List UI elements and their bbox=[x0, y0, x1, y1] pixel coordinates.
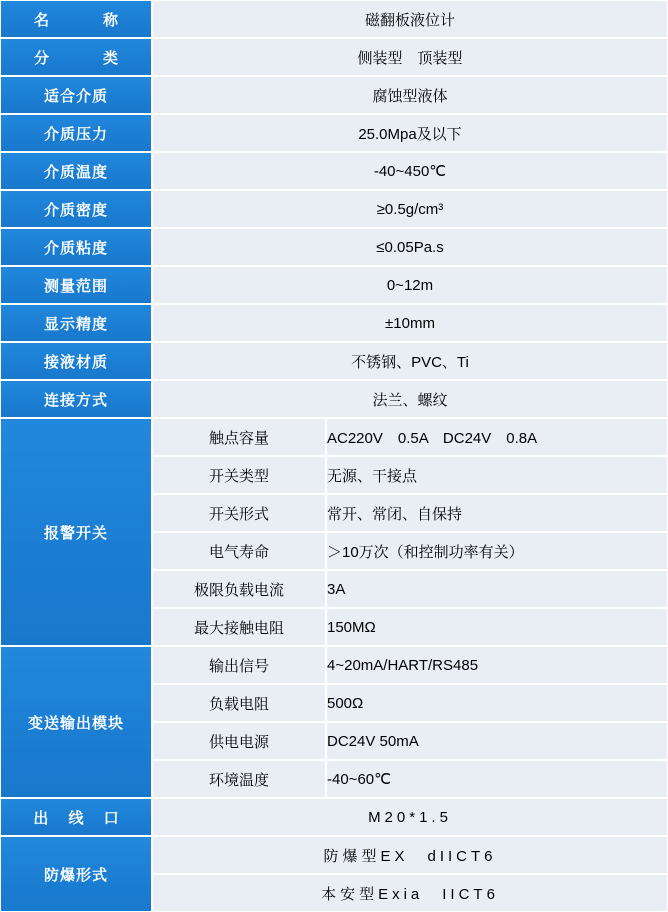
transmitter-load-resistance-value: 500Ω bbox=[326, 684, 668, 722]
table-row bbox=[0, 798, 668, 836]
alarm-contact-capacity-value: AC220V 0.5A DC24V 0.8A bbox=[326, 418, 668, 456]
explosion-proof-type-2: 本安型Exia IICT6 bbox=[152, 874, 668, 912]
alarm-switch-type-value: 无源、干接点 bbox=[326, 456, 668, 494]
alarm-electrical-life-value: ＞10万次（和控制功率有关） bbox=[326, 532, 668, 570]
row-value-outlet: M20*1.5 bbox=[152, 798, 668, 836]
transmitter-output-signal-value: 4~20mA/HART/RS485 bbox=[326, 646, 668, 684]
group-content-transmitter-module bbox=[152, 646, 668, 798]
transmitter-ambient-temperature-value: -40~60℃ bbox=[326, 760, 668, 798]
list-item bbox=[152, 608, 668, 646]
row-label-range: 测量范围 bbox=[0, 266, 152, 304]
row-value-connection: 法兰、螺纹 bbox=[152, 380, 668, 418]
row-value-viscosity: ≤0.05Pa.s bbox=[152, 228, 668, 266]
row-value-range: 0~12m bbox=[152, 266, 668, 304]
row-label-material: 接液材质 bbox=[0, 342, 152, 380]
alarm-switch-subtable bbox=[152, 418, 668, 646]
row-value-pressure: 25.0Mpa及以下 bbox=[152, 114, 668, 152]
row-value-density: ≥0.5g/cm³ bbox=[152, 190, 668, 228]
group-label-alarm-switch: 报警开关 bbox=[0, 418, 152, 646]
transmitter-output-signal-label: 输出信号 bbox=[152, 646, 326, 684]
table-row bbox=[0, 152, 668, 190]
row-value-temperature: -40~450℃ bbox=[152, 152, 668, 190]
alarm-max-load-current-label: 极限负载电流 bbox=[152, 570, 326, 608]
group-content-alarm-switch bbox=[152, 418, 668, 646]
list-item bbox=[152, 874, 668, 912]
alarm-switch-type-label: 开关类型 bbox=[152, 456, 326, 494]
group-label-explosion-proof: 防爆形式 bbox=[0, 836, 152, 912]
row-label-connection: 连接方式 bbox=[0, 380, 152, 418]
alarm-switch-form-value: 常开、常闭、自保持 bbox=[326, 494, 668, 532]
alarm-contact-capacity-label: 触点容量 bbox=[152, 418, 326, 456]
list-item bbox=[152, 646, 668, 684]
table-row bbox=[0, 342, 668, 380]
list-item bbox=[152, 684, 668, 722]
alarm-max-contact-resistance-label: 最大接触电阻 bbox=[152, 608, 326, 646]
transmitter-power-supply-value: DC24V 50mA bbox=[326, 722, 668, 760]
row-value-accuracy: ±10mm bbox=[152, 304, 668, 342]
row-value-name: 磁翻板液位计 bbox=[152, 0, 668, 38]
row-label-name: 名 称 bbox=[0, 0, 152, 38]
list-item bbox=[152, 418, 668, 456]
table-row bbox=[0, 380, 668, 418]
table-row bbox=[0, 0, 668, 38]
alarm-max-contact-resistance-value: 150MΩ bbox=[326, 608, 668, 646]
table-row-group-explosion-proof bbox=[0, 836, 668, 912]
alarm-max-load-current-value: 3A bbox=[326, 570, 668, 608]
table-row bbox=[0, 76, 668, 114]
row-label-medium: 适合介质 bbox=[0, 76, 152, 114]
row-label-outlet: 出 线 口 bbox=[0, 798, 152, 836]
table-row-group-transmitter bbox=[0, 646, 668, 798]
table-row bbox=[0, 190, 668, 228]
list-item bbox=[152, 494, 668, 532]
list-item bbox=[152, 722, 668, 760]
table-row bbox=[0, 304, 668, 342]
row-label-viscosity: 介质粘度 bbox=[0, 228, 152, 266]
row-label-temperature: 介质温度 bbox=[0, 152, 152, 190]
row-label-accuracy: 显示精度 bbox=[0, 304, 152, 342]
list-item bbox=[152, 836, 668, 874]
transmitter-ambient-temperature-label: 环境温度 bbox=[152, 760, 326, 798]
list-item bbox=[152, 570, 668, 608]
transmitter-load-resistance-label: 负载电阻 bbox=[152, 684, 326, 722]
table-row bbox=[0, 228, 668, 266]
row-label-category: 分 类 bbox=[0, 38, 152, 76]
table-row bbox=[0, 266, 668, 304]
table-row bbox=[0, 38, 668, 76]
list-item bbox=[152, 456, 668, 494]
transmitter-subtable bbox=[152, 646, 668, 798]
table-row-group-alarm-switch bbox=[0, 418, 668, 646]
explosion-proof-type-1: 防爆型EX dIICT6 bbox=[152, 836, 668, 874]
explosion-proof-subtable bbox=[152, 836, 668, 912]
alarm-electrical-life-label: 电气寿命 bbox=[152, 532, 326, 570]
row-value-material: 不锈钢、PVC、Ti bbox=[152, 342, 668, 380]
row-label-pressure: 介质压力 bbox=[0, 114, 152, 152]
row-label-density: 介质密度 bbox=[0, 190, 152, 228]
list-item bbox=[152, 532, 668, 570]
transmitter-power-supply-label: 供电电源 bbox=[152, 722, 326, 760]
list-item bbox=[152, 760, 668, 798]
row-value-medium: 腐蚀型液体 bbox=[152, 76, 668, 114]
alarm-switch-form-label: 开关形式 bbox=[152, 494, 326, 532]
group-label-transmitter-module: 变送输出模块 bbox=[0, 646, 152, 798]
table-row bbox=[0, 114, 668, 152]
group-content-explosion-proof bbox=[152, 836, 668, 912]
row-value-category: 侧装型 顶装型 bbox=[152, 38, 668, 76]
